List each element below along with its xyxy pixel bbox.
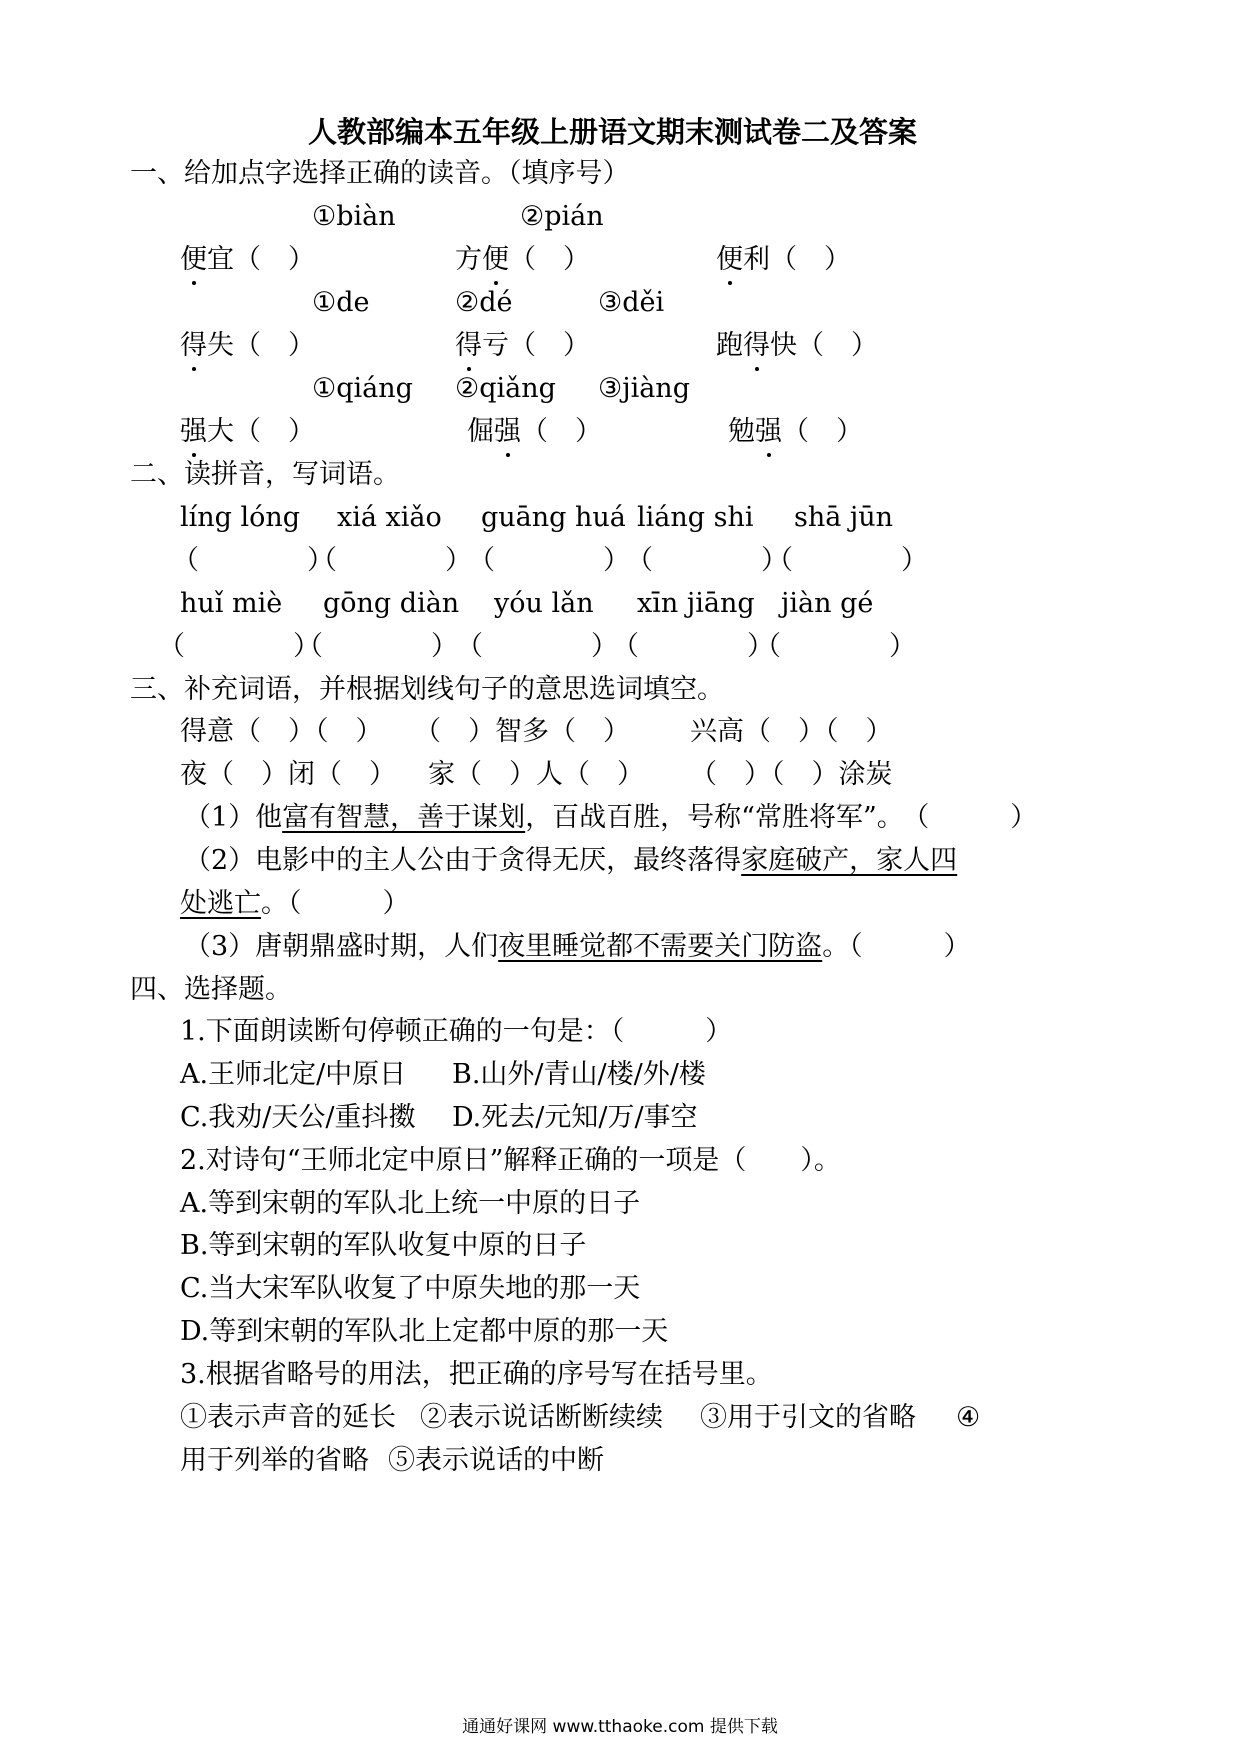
pinyin-5: shā jūn — [794, 502, 894, 533]
idiom-2: （ ）智多（ ） — [414, 716, 630, 747]
question-3-option-1: ①表示声音的延长 — [180, 1402, 396, 1433]
question-2-stem: 2.对诗句“王师北定中原日”解释正确的一项是（ ）。 — [180, 1145, 841, 1176]
q1-g2-word-3: 跑得快（ ） — [716, 330, 878, 361]
section-2-heading: 二、读拼音，写词语。 — [130, 459, 400, 490]
idiom-1: 得意（ ）（ ） — [180, 716, 383, 747]
page-title: 人教部编本五年级上册语文期末测试卷二及答案 — [308, 115, 918, 149]
q1-g1-word-2: 方便（ ） — [455, 244, 590, 275]
question-2-option-d: D.等到宋朝的军队北上定都中原的那一天 — [180, 1316, 669, 1347]
pinyin-1: líng lóng — [180, 502, 301, 533]
section-3-heading: 三、补充词语，并根据划线句子的意思选词填空。 — [130, 674, 724, 705]
question-2-option-c: C.当大宋军队收复了中原失地的那一天 — [180, 1273, 641, 1304]
pinyin-2: xiá xiǎo — [337, 502, 442, 533]
sentence-2-line-1: （2）电影中的主人公由于贪得无厌，最终落得家庭破产，家人四 — [184, 845, 958, 876]
answer-blank-10[interactable]: （ ） — [754, 631, 916, 662]
q1-g3-option-1: ①qiáng — [312, 373, 413, 404]
question-3-stem: 3.根据省略号的用法，把正确的序号写在括号里。 — [180, 1359, 773, 1390]
pinyin-10: jiàn gé — [781, 588, 874, 619]
idiom-6: （ ）（ ）涂炭 — [690, 759, 893, 790]
answer-blank-5[interactable]: （ ） — [766, 545, 928, 576]
section-1-heading: 一、给加点字选择正确的读音。（填序号） — [130, 158, 630, 189]
answer-blank-8[interactable]: （ ） — [456, 631, 618, 662]
pinyin-6: huǐ miè — [180, 588, 283, 619]
idiom-3: 兴高（ ）（ ） — [690, 716, 893, 747]
q1-g2-option-3: ③děi — [598, 287, 665, 318]
idiom-5: 家（ ）人（ ） — [428, 759, 644, 790]
q1-g3-option-2: ②qiǎng — [455, 373, 556, 404]
answer-blank-6[interactable]: （ ） — [158, 631, 320, 662]
question-3-option-4: 用于列举的省略 — [180, 1445, 369, 1476]
question-2-option-a: A.等到宋朝的军队北上统一中原的日子 — [180, 1188, 641, 1219]
q1-g3-word-3: 勉强（ ） — [728, 416, 863, 447]
q1-g3-option-3: ③jiàng — [598, 373, 690, 404]
q1-g2-word-2: 得亏（ ） — [455, 330, 590, 361]
answer-blank-3[interactable]: （ ） — [468, 545, 630, 576]
pinyin-9: xīn jiāng — [637, 588, 755, 619]
answer-blank-9[interactable]: （ ） — [612, 631, 774, 662]
q1-g2-option-1: ①de — [312, 287, 370, 318]
sentence-2-line-2: 处逃亡。（ ） — [180, 888, 410, 919]
question-3-option-3: ③用于引文的省略 — [700, 1402, 916, 1433]
q1-g1-option-1: ①biàn — [312, 201, 396, 232]
pinyin-7: gōng diàn — [323, 588, 460, 619]
q1-g3-word-1: 强大（ ） — [180, 416, 315, 447]
question-1-option-a: A.王师北定/中原日 — [180, 1059, 407, 1090]
q1-g1-option-2: ②pián — [520, 201, 604, 232]
question-2-option-b: B.等到宋朝的军队收复中原的日子 — [180, 1230, 587, 1261]
sentence-1: （1）他富有智慧，善于谋划，百战百胜，号称“常胜将军”。 （ ） — [184, 802, 1038, 833]
question-3-option-4-marker: ④ — [956, 1402, 981, 1433]
q1-g1-word-3: 便利（ ） — [716, 244, 851, 275]
idiom-4: 夜（ ）闭（ ） — [180, 759, 396, 790]
question-1-option-d: D.死去/元知/万/事空 — [452, 1102, 698, 1133]
answer-blank-7[interactable]: （ ） — [296, 631, 458, 662]
q1-g1-word-1: 便宜（ ） — [180, 244, 315, 275]
answer-blank-1[interactable]: （ ） — [172, 545, 334, 576]
q1-g3-word-2: 倔强（ ） — [467, 416, 602, 447]
pinyin-4: liáng shi — [637, 502, 754, 533]
question-3-option-5: ⑤表示说话的中断 — [388, 1445, 604, 1476]
sentence-3: （3）唐朝鼎盛时期，人们夜里睡觉都不需要关门防盗。（ ） — [184, 931, 971, 962]
pinyin-8: yóu lǎn — [494, 588, 594, 619]
question-1-option-c: C.我劝/天公/重抖擞 — [180, 1102, 416, 1133]
question-1-stem: 1.下面朗读断句停顿正确的一句是：（ ） — [180, 1016, 733, 1047]
answer-blank-4[interactable]: （ ） — [626, 545, 788, 576]
question-3-option-2: ②表示说话断断续续 — [420, 1402, 663, 1433]
question-1-option-b: B.山外/青山/楼/外/楼 — [452, 1059, 706, 1090]
pinyin-3: guāng huá — [481, 502, 626, 533]
footer-source: 通通好课网 www.tthaoke.com 提供下载 — [462, 1717, 778, 1737]
q1-g2-word-1: 得失（ ） — [180, 330, 315, 361]
section-4-heading: 四、选择题。 — [130, 974, 292, 1005]
answer-blank-2[interactable]: （ ） — [310, 545, 472, 576]
q1-g2-option-2: ②dé — [455, 287, 513, 318]
